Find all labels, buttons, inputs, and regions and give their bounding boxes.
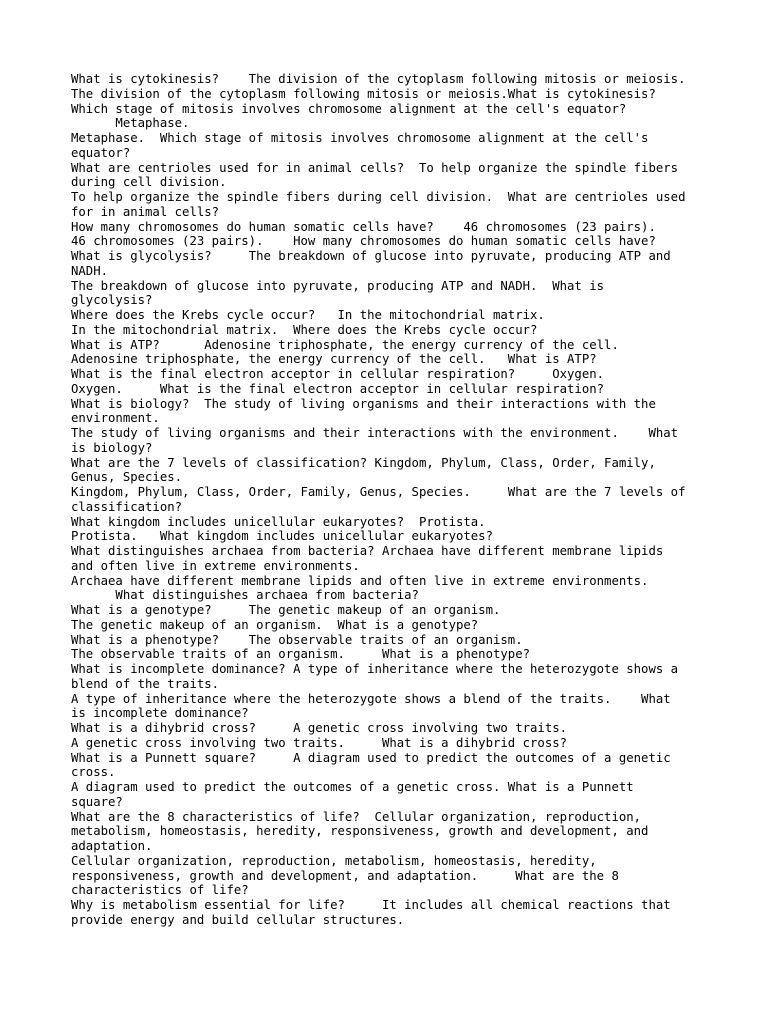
text-line: What is a Punnett square? A diagram used to predict the outcomes of a genetic <box>71 750 671 765</box>
text-line: What distinguishes archaea from bacteria? <box>71 588 419 603</box>
text-line: Metaphase. <box>71 116 190 131</box>
text-line: What is glycolysis? The breakdown of glucose into pyruvate, producing ATP and <box>71 249 671 263</box>
text-line: What is incomplete dominance? A type of inheritance where the heterozygote shows a <box>71 662 679 676</box>
text-line: A genetic cross involving two traits. What is a dihybrid cross? <box>71 735 568 750</box>
text-line: What are the 8 characteristics of life? Cellular organization, reproduction, <box>71 809 642 824</box>
document-body <box>71 72 711 928</box>
text-line: What kingdom includes unicellular eukaryotes? Protista. <box>71 514 486 529</box>
text-line: The division of the cytoplasm following mitosis or meiosis.What is cytokinesis? <box>71 86 656 101</box>
text-line: Archaea have different membrane lipids and often live in extreme environments. <box>71 573 649 588</box>
text-line: Which stage of mitosis involves chromosome alignment at the cell's equator? <box>71 101 627 116</box>
text-line: Where does the Krebs cycle occur? In the mitochondrial matrix. <box>71 308 545 322</box>
text-line: Adenosine triphosphate, the energy currency of the cell. What is ATP? <box>71 352 597 367</box>
text-line: is incomplete dominance? <box>71 706 249 721</box>
text-line: Cellular organization, reproduction, metabolism, homeostasis, heredity, <box>71 853 597 868</box>
text-line: cross. <box>71 765 116 780</box>
text-line: and often live in extreme environments. <box>71 558 360 573</box>
text-line: The breakdown of glucose into pyruvate, producing ATP and NADH. What is <box>71 278 605 293</box>
text-line: The genetic makeup of an organism. What is a genotype? <box>71 617 479 632</box>
text-line: What is a genotype? The genetic makeup of an organism. <box>71 603 501 617</box>
text-line: What is a phenotype? The observable traits of an organism. <box>71 632 523 647</box>
text-line: What is a dihybrid cross? A genetic cross involving two traits. <box>71 721 568 735</box>
text-line: In the mitochondrial matrix. Where does the Krebs cycle occur? <box>71 322 538 337</box>
text-line: Protista. What kingdom includes unicellular eukaryotes? <box>71 529 493 544</box>
text-line: classification? <box>71 499 183 514</box>
text-line: What is cytokinesis? The division of the cytoplasm following mitosis or meiosis. <box>71 72 686 86</box>
text-line: Kingdom, Phylum, Class, Order, Family, Genus, Species. What are the 7 levels of <box>71 485 686 499</box>
text-line: during cell division. <box>71 175 227 190</box>
text-line: What is ATP? Adenosine triphosphate, the energy currency of the cell. <box>71 337 619 352</box>
text-line: characteristics of life? <box>71 883 249 898</box>
text-line: for in animal cells? <box>71 204 220 219</box>
text-line: How many chromosomes do human somatic cells have? 46 chromosomes (23 pairs). <box>71 219 656 234</box>
text-line: Metaphase. Which stage of mitosis involves chromosome alignment at the cell's <box>71 131 649 145</box>
text-line: NADH. <box>71 263 109 278</box>
text-line: equator? <box>71 145 131 160</box>
text-line: What is biology? The study of living organisms and their interactions with the <box>71 396 656 411</box>
text-line: A diagram used to predict the outcomes of a genetic cross. What is a Punnett <box>71 780 634 794</box>
text-line: To help organize the spindle fibers during cell division. What are centrioles used <box>71 190 686 204</box>
text-line: metabolism, homeostasis, heredity, responsiveness, growth and development, and <box>71 824 649 839</box>
text-line: environment. <box>71 411 160 426</box>
text-line: A type of inheritance where the heterozygote shows a blend of the traits. What <box>71 691 671 706</box>
text-line: glycolysis? <box>71 293 153 308</box>
text-line: Why is metabolism essential for life? It includes all chemical reactions that <box>71 898 671 912</box>
text-line: What are the 7 levels of classification? Kingdom, Phylum, Class, Order, Family, <box>71 455 656 470</box>
text-line: Genus, Species. <box>71 470 183 485</box>
text-line: What is the final electron acceptor in cellular respiration? Oxygen. <box>71 367 605 381</box>
text-line: square? <box>71 794 123 809</box>
text-line: adaptation. <box>71 839 153 853</box>
text-line: What distinguishes archaea from bacteria? Archaea have different membrane lipids <box>71 544 664 558</box>
text-line: responsiveness, growth and development, and adaptation. What are the 8 <box>71 868 619 883</box>
text-line: provide energy and build cellular structures. <box>71 912 405 927</box>
text-line: 46 chromosomes (23 pairs). How many chromosomes do human somatic cells have? <box>71 234 656 249</box>
text-line: The observable traits of an organism. What is a phenotype? <box>71 647 531 662</box>
text-line: The study of living organisms and their interactions with the environment. What <box>71 426 679 440</box>
text-line: blend of the traits. <box>71 676 220 691</box>
text-line: is biology? <box>71 440 153 455</box>
text-line: What are centrioles used for in animal cells? To help organize the spindle fibers <box>71 160 679 175</box>
text-line: Oxygen. What is the final electron acceptor in cellular respiration? <box>71 381 605 396</box>
